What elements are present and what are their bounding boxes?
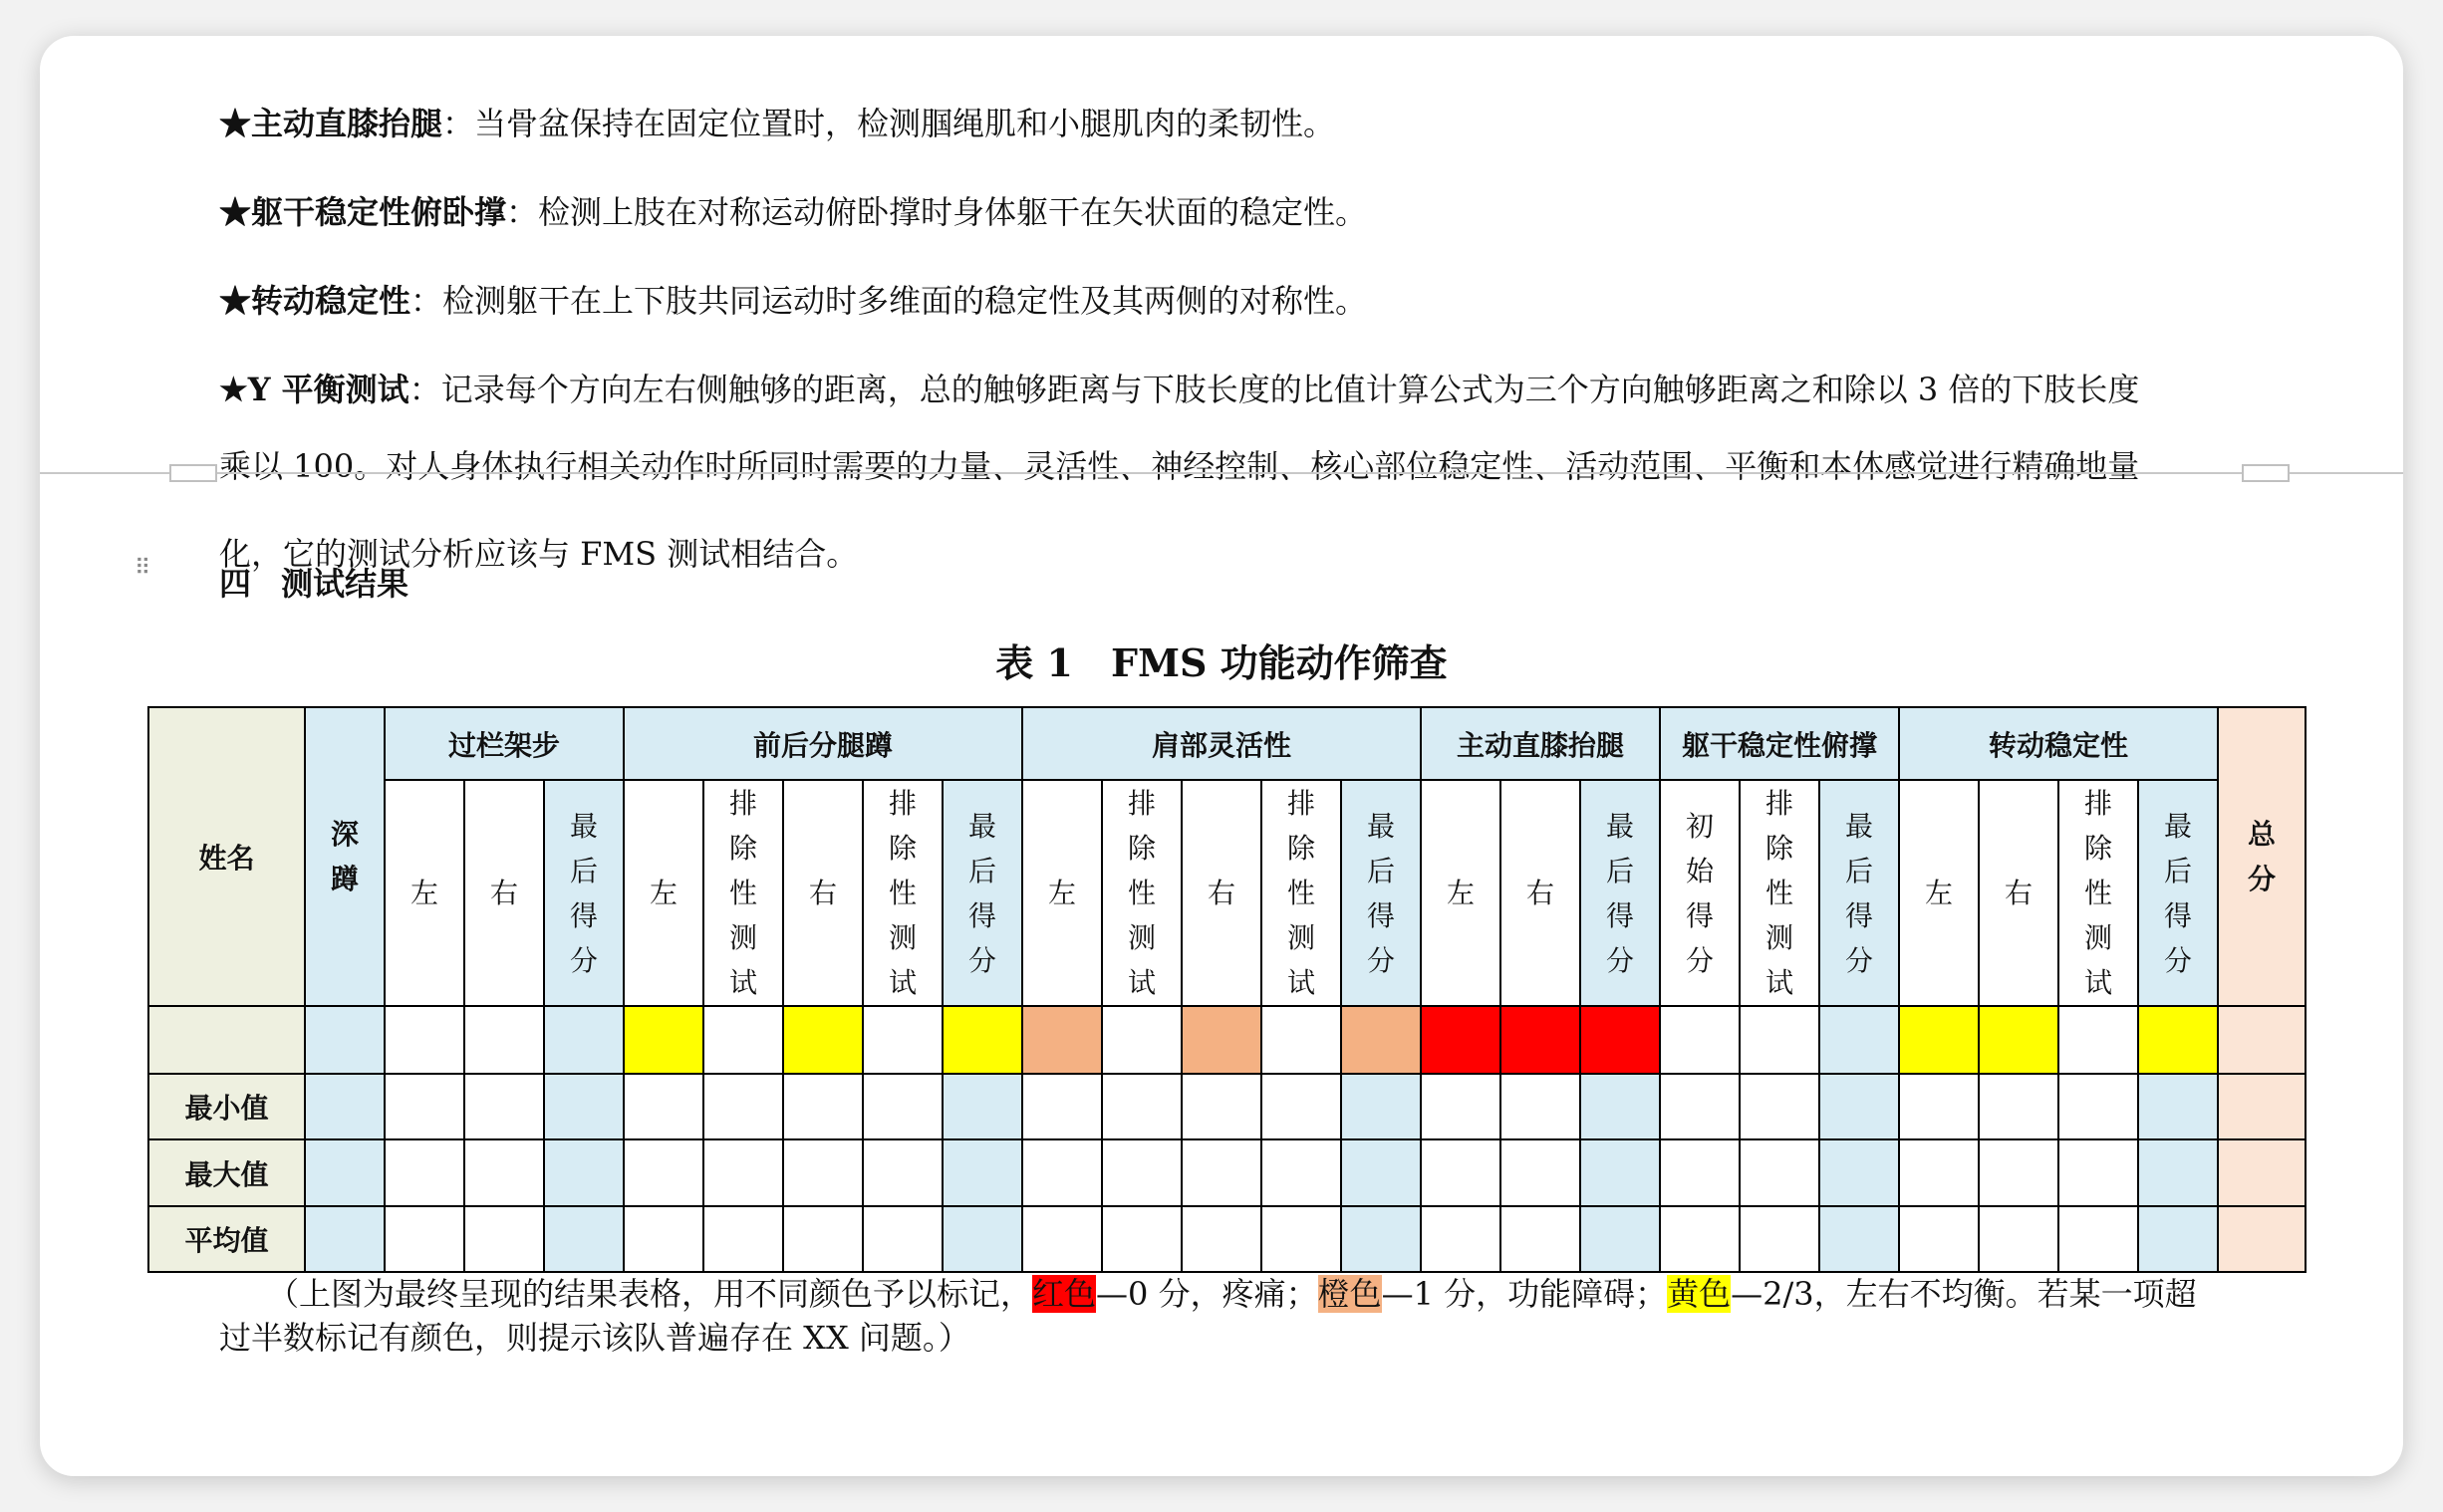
data-cell[interactable]	[1022, 1139, 1102, 1206]
sub-header-cell	[2138, 780, 2218, 1006]
data-cell[interactable]	[2218, 1006, 2306, 1074]
data-cell[interactable]	[1660, 1074, 1740, 1139]
paragraph-y-balance	[219, 370, 2292, 409]
row-label: 最小值	[184, 1092, 269, 1125]
paragraph-trunk-pushup	[219, 192, 2292, 232]
page-corner-mark-right	[2242, 464, 2290, 482]
header-label: 排除性测试	[2083, 787, 2112, 999]
data-cell[interactable]	[1660, 1006, 1740, 1074]
data-cell[interactable]	[624, 1206, 703, 1272]
data-cell[interactable]	[783, 1206, 863, 1272]
header-label: 左	[409, 877, 438, 909]
data-cell[interactable]	[2138, 1074, 2218, 1139]
header-label: 最后得分	[1366, 809, 1395, 977]
page-break-line	[40, 472, 2403, 474]
data-cell[interactable]	[464, 1206, 544, 1272]
data-cell[interactable]	[2138, 1206, 2218, 1272]
data-cell[interactable]	[783, 1074, 863, 1139]
header-label: 右	[1525, 877, 1554, 909]
sub-header-cell	[1660, 780, 1740, 1006]
data-cell[interactable]	[464, 1006, 544, 1074]
header-label: 右	[808, 877, 837, 909]
header-label: 排除性测试	[728, 787, 757, 999]
header-label: 排除性测试	[1286, 787, 1315, 999]
group-header-cell	[1022, 707, 1421, 780]
data-cell[interactable]	[1261, 1074, 1341, 1139]
row-label-cell	[148, 1139, 305, 1206]
data-cell[interactable]	[1421, 1139, 1500, 1206]
data-cell[interactable]	[703, 1006, 783, 1074]
data-cell[interactable]	[1500, 1006, 1580, 1074]
data-cell[interactable]	[1261, 1206, 1341, 1272]
data-cell[interactable]	[385, 1206, 464, 1272]
data-cell[interactable]	[1261, 1006, 1341, 1074]
data-cell[interactable]	[1261, 1139, 1341, 1206]
header-label: 左	[1924, 877, 1953, 909]
section-number: 四	[219, 565, 252, 603]
term-title: ★主动直膝抬腿	[219, 105, 443, 142]
drag-handle-icon[interactable]: ⠿	[135, 556, 153, 581]
row-label: 最大值	[184, 1157, 269, 1191]
sub-header-cell	[1580, 780, 1660, 1006]
group-header-label: 肩部灵活性	[1151, 728, 1291, 762]
sub-header-cell	[1979, 780, 2058, 1006]
term-title: ★Y 平衡测试	[219, 371, 409, 408]
sub-header-cell	[1500, 780, 1580, 1006]
data-cell[interactable]	[1660, 1206, 1740, 1272]
data-cell[interactable]	[863, 1139, 943, 1206]
header-label: 初始得分	[1685, 809, 1714, 977]
data-cell[interactable]	[2218, 1074, 2306, 1139]
sub-header-cell	[1022, 780, 1102, 1006]
header-label: 右	[489, 877, 518, 909]
data-cell[interactable]	[1421, 1074, 1500, 1139]
sub-header-cell	[1819, 780, 1899, 1006]
table-number: 表 1	[995, 640, 1073, 685]
data-cell[interactable]	[385, 1074, 464, 1139]
data-cell[interactable]	[1979, 1139, 2058, 1206]
data-cell[interactable]	[544, 1006, 624, 1074]
table-note	[219, 1272, 2311, 1360]
term-text: ：检测躯干在上下肢共同运动时多维面的稳定性及其两侧的对称性。	[410, 282, 1368, 320]
section-heading	[219, 564, 408, 604]
data-cell[interactable]	[2138, 1006, 2218, 1074]
note-orange-label: 橙色	[1317, 1275, 1382, 1313]
data-cell[interactable]	[1740, 1206, 1819, 1272]
row-label: 平均值	[184, 1224, 269, 1257]
data-cell[interactable]	[544, 1074, 624, 1139]
data-cell[interactable]	[2058, 1006, 2138, 1074]
data-cell[interactable]	[1022, 1074, 1102, 1139]
data-cell[interactable]	[1899, 1139, 1979, 1206]
data-cell[interactable]	[385, 1006, 464, 1074]
note-line-2: 过半数标记有颜色，则提示该队普遍存在 XX 问题。）	[219, 1319, 970, 1357]
group-header-label: 转动稳定性	[1988, 728, 2128, 762]
data-cell[interactable]	[1500, 1206, 1580, 1272]
note-text: （上图为最终呈现的结果表格，用不同颜色予以标记，	[267, 1275, 1033, 1313]
data-cell[interactable]	[1022, 1206, 1102, 1272]
data-cell[interactable]	[1740, 1139, 1819, 1206]
data-cell[interactable]	[1500, 1139, 1580, 1206]
data-cell[interactable]	[1660, 1139, 1740, 1206]
group-header-cell	[385, 707, 624, 780]
data-cell[interactable]	[2058, 1074, 2138, 1139]
document-page	[40, 36, 2403, 1476]
data-cell[interactable]	[863, 1206, 943, 1272]
data-cell[interactable]	[1740, 1074, 1819, 1139]
data-cell[interactable]	[464, 1074, 544, 1139]
note-text: —1 分，功能障碍；	[1381, 1275, 1668, 1313]
sub-header-cell	[544, 780, 624, 1006]
data-cell[interactable]	[2058, 1206, 2138, 1272]
group-header-cell	[1899, 707, 2218, 780]
data-cell[interactable]	[544, 1206, 624, 1272]
sub-header-cell	[464, 780, 544, 1006]
sub-header-cell	[2058, 780, 2138, 1006]
header-label: 深蹲	[330, 818, 359, 895]
sub-header-cell	[943, 780, 1022, 1006]
data-cell[interactable]	[305, 1206, 385, 1272]
data-cell[interactable]	[703, 1206, 783, 1272]
table-caption: FMS 功能动作筛查	[1110, 640, 1448, 685]
row-label-cell	[148, 1206, 305, 1272]
sub-header-cell	[385, 780, 464, 1006]
data-cell[interactable]	[2138, 1139, 2218, 1206]
data-cell[interactable]	[1899, 1206, 1979, 1272]
header-label: 右	[2004, 877, 2033, 909]
name-header-cell	[148, 707, 305, 1006]
group-header-cell	[1660, 707, 1899, 780]
data-cell[interactable]	[1899, 1074, 1979, 1139]
data-cell[interactable]	[464, 1139, 544, 1206]
data-cell[interactable]	[385, 1139, 464, 1206]
term-text: ：检测上肢在对称运动俯卧撑时身体躯干在矢状面的稳定性。	[506, 193, 1368, 231]
data-cell[interactable]	[1022, 1006, 1102, 1074]
data-cell[interactable]	[1341, 1074, 1421, 1139]
data-cell[interactable]	[1819, 1206, 1899, 1272]
row-label-cell	[148, 1006, 305, 1074]
data-cell[interactable]	[1341, 1139, 1421, 1206]
header-label: 最后得分	[967, 809, 996, 977]
data-cell[interactable]	[1899, 1006, 1979, 1074]
sub-header-cell	[1102, 780, 1182, 1006]
data-cell[interactable]	[1182, 1139, 1261, 1206]
note-text: —2/3，左右不均衡。若某一项超	[1731, 1275, 2197, 1313]
section-title: 测试结果	[281, 565, 409, 603]
data-cell[interactable]	[1979, 1006, 2058, 1074]
sub-header-cell	[1740, 780, 1819, 1006]
sub-header-cell	[1421, 780, 1500, 1006]
data-cell[interactable]	[1979, 1206, 2058, 1272]
header-label: 排除性测试	[888, 787, 917, 999]
data-cell[interactable]	[943, 1074, 1022, 1139]
header-label: 最后得分	[569, 809, 598, 977]
header-label: 左	[649, 877, 678, 909]
group-header-label: 过栏架步	[447, 728, 560, 762]
group-header-label: 主动直膝抬腿	[1456, 728, 1624, 762]
data-cell[interactable]	[1580, 1139, 1660, 1206]
data-cell[interactable]	[863, 1006, 943, 1074]
sub-header-cell	[863, 780, 943, 1006]
header-label: 最后得分	[1844, 809, 1873, 977]
data-cell[interactable]	[544, 1139, 624, 1206]
data-cell[interactable]	[624, 1139, 703, 1206]
term-text: ：当骨盆保持在固定位置时，检测腘绳肌和小腿肌肉的柔韧性。	[442, 105, 1336, 142]
data-cell[interactable]	[703, 1074, 783, 1139]
term-title: ★转动稳定性	[219, 282, 411, 320]
data-cell[interactable]	[943, 1139, 1022, 1206]
data-cell[interactable]	[1421, 1006, 1500, 1074]
data-cell[interactable]	[1421, 1206, 1500, 1272]
group-header-cell	[1421, 707, 1660, 780]
header-label: 排除性测试	[1764, 787, 1793, 999]
note-red-label: 红色	[1032, 1275, 1097, 1313]
data-cell[interactable]	[943, 1206, 1022, 1272]
header-label: 排除性测试	[1127, 787, 1156, 999]
data-cell[interactable]	[2058, 1139, 2138, 1206]
sub-header-cell	[1261, 780, 1341, 1006]
paragraph-active-leg-raise	[219, 104, 2292, 143]
data-cell[interactable]	[1580, 1074, 1660, 1139]
fms-results-table	[147, 706, 2307, 1273]
group-header-cell	[624, 707, 1022, 780]
note-yellow-label: 黄色	[1667, 1275, 1732, 1313]
group-header-label: 前后分腿蹲	[752, 728, 893, 762]
term-title: ★躯干稳定性俯卧撑	[219, 193, 507, 231]
name-header-label: 姓名	[198, 842, 255, 875]
data-cell[interactable]	[863, 1074, 943, 1139]
data-cell[interactable]	[1102, 1139, 1182, 1206]
table-title	[40, 639, 2403, 687]
term-text: ：记录每个方向左右侧触够的距离，总的触够距离与下肢长度的比值计算公式为三个方向触够距离之和除以 3 倍的下肢长度	[408, 371, 2140, 408]
sub-header-cell	[783, 780, 863, 1006]
data-cell[interactable]	[703, 1139, 783, 1206]
header-label: 最后得分	[1605, 809, 1634, 977]
header-label: 总分	[2247, 818, 2276, 895]
header-label: 最后得分	[2163, 809, 2192, 977]
sub-header-cell	[1899, 780, 1979, 1006]
header-label: 左	[1446, 877, 1475, 909]
paragraph-rotary-stability	[219, 281, 2292, 321]
data-cell[interactable]	[1740, 1006, 1819, 1074]
data-cell[interactable]	[305, 1074, 385, 1139]
data-cell[interactable]	[305, 1139, 385, 1206]
squat-header-cell	[305, 707, 385, 1006]
data-cell[interactable]	[783, 1006, 863, 1074]
paragraph-y-balance-cont-1: 乘以 100。对人身体执行相关动作时所同时需要的力量、灵活性、神经控制、核心部位稳定性、活动范围、平衡和本体感觉进行精确地量	[219, 447, 2140, 485]
row-label-cell	[148, 1074, 305, 1139]
header-label: 右	[1207, 877, 1235, 909]
data-cell[interactable]	[1102, 1206, 1182, 1272]
data-cell[interactable]	[2218, 1139, 2306, 1206]
sub-header-cell	[1341, 780, 1421, 1006]
data-cell[interactable]	[1102, 1074, 1182, 1139]
data-cell[interactable]	[1819, 1139, 1899, 1206]
data-cell[interactable]	[305, 1006, 385, 1074]
page-corner-mark-left	[169, 464, 217, 482]
data-cell[interactable]	[1341, 1206, 1421, 1272]
data-cell[interactable]	[1580, 1206, 1660, 1272]
data-cell[interactable]	[1580, 1006, 1660, 1074]
data-cell[interactable]	[1182, 1206, 1261, 1272]
header-label: 左	[1047, 877, 1076, 909]
sub-header-cell	[1182, 780, 1261, 1006]
data-cell[interactable]	[943, 1006, 1022, 1074]
data-cell[interactable]	[1979, 1074, 2058, 1139]
sub-header-cell	[703, 780, 783, 1006]
sub-header-cell	[624, 780, 703, 1006]
note-text: —0 分，疼痛；	[1096, 1275, 1318, 1313]
note-line-1	[219, 1272, 2311, 1316]
data-cell[interactable]	[1500, 1074, 1580, 1139]
data-cell[interactable]	[783, 1139, 863, 1206]
paragraph-y-balance-cont-2: 化，它的测试分析应该与 FMS 测试相结合。	[219, 535, 859, 573]
data-cell[interactable]	[2218, 1206, 2306, 1272]
group-header-label: 躯干稳定性俯撑	[1681, 728, 1877, 762]
total-header-cell	[2218, 707, 2306, 1006]
data-cell[interactable]	[1102, 1006, 1182, 1074]
data-cell[interactable]	[1182, 1074, 1261, 1139]
data-cell[interactable]	[1819, 1006, 1899, 1074]
data-cell[interactable]	[624, 1074, 703, 1139]
data-cell[interactable]	[1819, 1074, 1899, 1139]
data-cell[interactable]	[1341, 1006, 1421, 1074]
data-cell[interactable]	[1182, 1006, 1261, 1074]
data-cell[interactable]	[624, 1006, 703, 1074]
